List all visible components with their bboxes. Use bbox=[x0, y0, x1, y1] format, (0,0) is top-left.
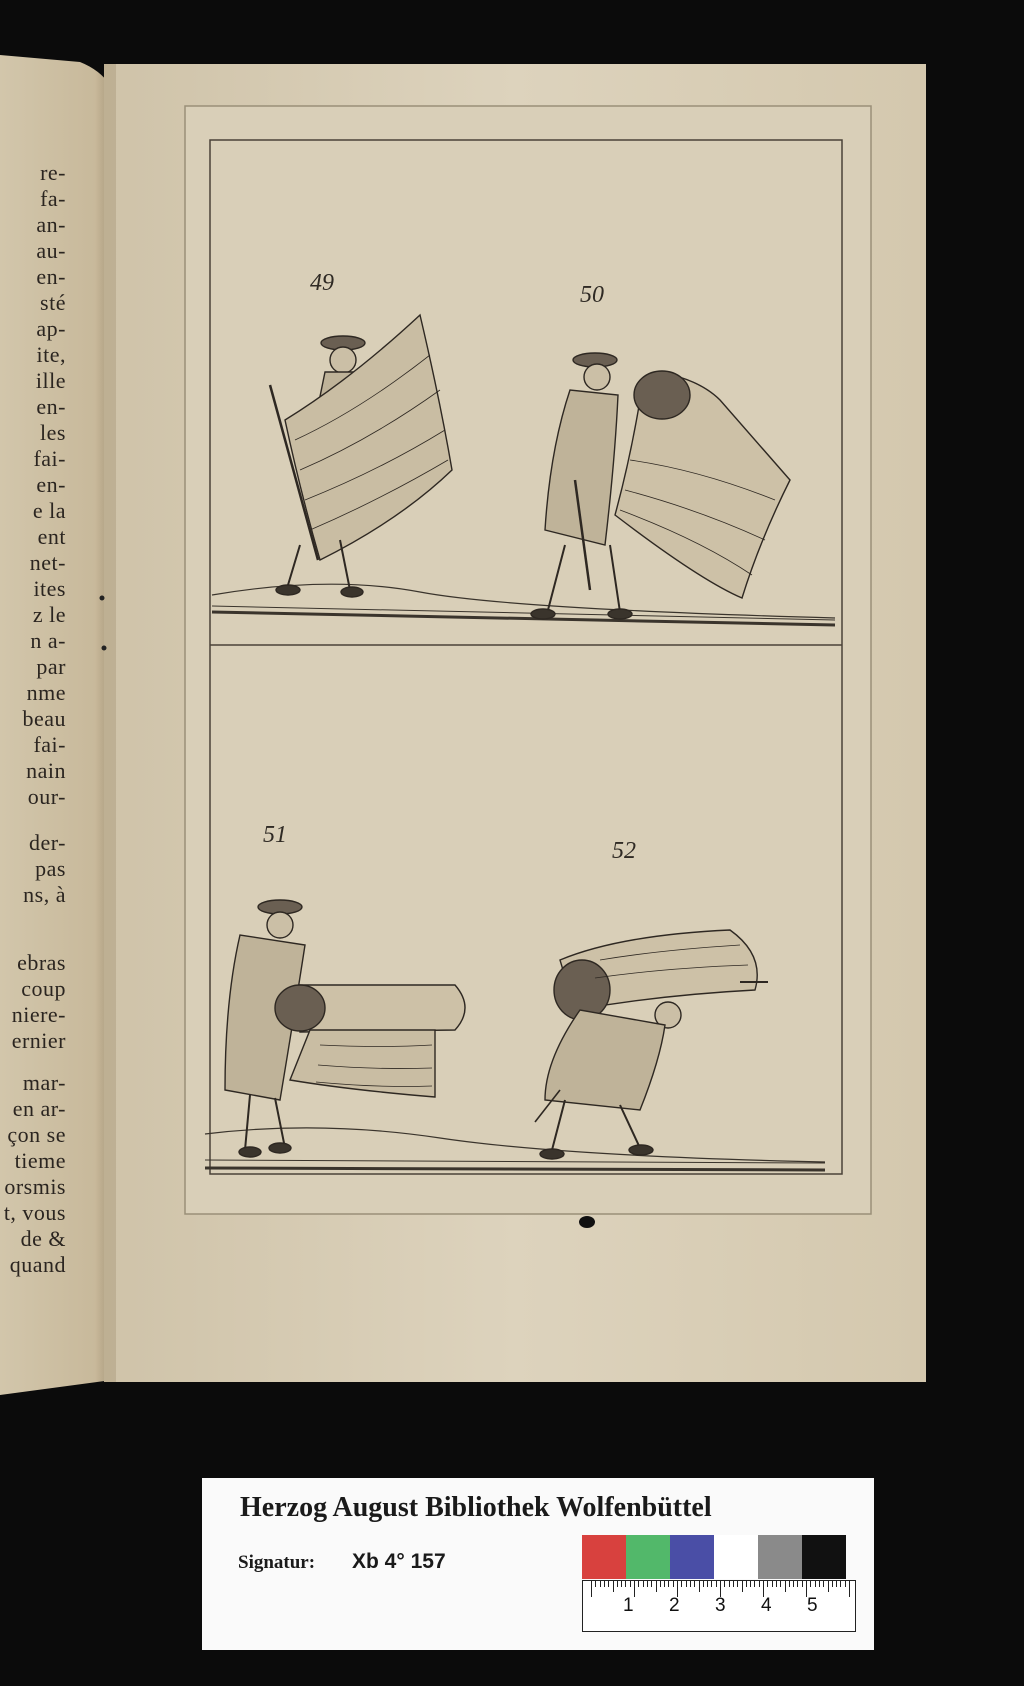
left-page-line: sté bbox=[40, 290, 66, 315]
ruler-tick bbox=[643, 1581, 644, 1587]
left-page-text bbox=[0, 160, 72, 1280]
left-page-line: ap- bbox=[36, 316, 66, 341]
left-page-line: nme bbox=[26, 680, 66, 705]
ruler-tick bbox=[707, 1581, 708, 1587]
ruler-tick bbox=[819, 1581, 820, 1587]
left-page-line: niere- bbox=[11, 1002, 66, 1027]
left-page-line: orsmis bbox=[4, 1174, 66, 1199]
ruler-tick bbox=[733, 1581, 734, 1587]
ruler-tick bbox=[780, 1581, 781, 1587]
color-calibration-strip bbox=[582, 1535, 846, 1579]
ruler-tick bbox=[828, 1581, 829, 1592]
ruler-number: 2 bbox=[669, 1595, 680, 1616]
ruler-tick bbox=[686, 1581, 687, 1587]
ruler-tick bbox=[776, 1581, 777, 1587]
ruler-tick bbox=[785, 1581, 786, 1592]
left-page-line: en- bbox=[36, 264, 66, 289]
ruler-tick bbox=[703, 1581, 704, 1587]
ruler-tick bbox=[664, 1581, 665, 1587]
left-page-line: fa- bbox=[40, 186, 66, 211]
ruler-tick bbox=[647, 1581, 648, 1587]
ruler-tick bbox=[797, 1581, 798, 1587]
ruler-tick bbox=[660, 1581, 661, 1587]
left-page-line: an- bbox=[36, 212, 66, 237]
plate-number-52: 52 bbox=[612, 838, 636, 864]
left-page-line: par bbox=[36, 654, 66, 679]
ruler-tick bbox=[815, 1581, 816, 1587]
ruler-tick bbox=[849, 1581, 850, 1597]
ruler-tick bbox=[711, 1581, 712, 1587]
ruler-tick bbox=[591, 1581, 592, 1597]
ruler-number: 4 bbox=[761, 1595, 772, 1616]
ruler-tick bbox=[608, 1581, 609, 1587]
left-page-line: en- bbox=[36, 472, 66, 497]
ruler-tick bbox=[690, 1581, 691, 1587]
left-page-line: au- bbox=[36, 238, 66, 263]
ruler-tick bbox=[600, 1581, 601, 1587]
left-page-line: fai- bbox=[33, 446, 66, 471]
ruler-tick bbox=[668, 1581, 669, 1587]
ruler-tick bbox=[651, 1581, 652, 1587]
left-page-line: re- bbox=[40, 160, 66, 185]
ruler-tick bbox=[638, 1581, 639, 1587]
ruler-tick bbox=[694, 1581, 695, 1587]
ruler-tick bbox=[789, 1581, 790, 1587]
left-page-line: coup bbox=[21, 976, 66, 1001]
left-page-line: der- bbox=[29, 830, 66, 855]
ruler-number: 5 bbox=[807, 1595, 818, 1616]
library-label bbox=[202, 1478, 874, 1650]
left-page-line: en ar- bbox=[12, 1096, 66, 1121]
left-page-line: les bbox=[40, 420, 66, 445]
ruler-tick bbox=[699, 1581, 700, 1592]
scale-ruler bbox=[582, 1580, 856, 1632]
left-page-line: en- bbox=[36, 394, 66, 419]
ruler-number: 1 bbox=[623, 1595, 634, 1616]
ruler-tick bbox=[750, 1581, 751, 1587]
left-page-line: t, vous bbox=[3, 1200, 66, 1225]
ruler-tick bbox=[772, 1581, 773, 1587]
ruler-tick bbox=[724, 1581, 725, 1587]
color-swatch bbox=[670, 1535, 714, 1579]
ruler-tick bbox=[634, 1581, 635, 1597]
plate-number-49: 49 bbox=[310, 270, 334, 296]
color-swatch bbox=[582, 1535, 626, 1579]
color-swatch bbox=[802, 1535, 846, 1579]
left-page-line: ebras bbox=[17, 950, 66, 975]
ruler-tick bbox=[595, 1581, 596, 1587]
ruler-tick bbox=[737, 1581, 738, 1587]
left-page-line: ns, à bbox=[23, 882, 66, 907]
ruler-tick bbox=[729, 1581, 730, 1587]
ruler-tick bbox=[793, 1581, 794, 1587]
ruler-tick bbox=[604, 1581, 605, 1587]
ruler-tick bbox=[617, 1581, 618, 1587]
ruler-tick bbox=[656, 1581, 657, 1592]
ruler-tick bbox=[832, 1581, 833, 1587]
left-page-line: nain bbox=[26, 758, 66, 783]
library-name: Herzog August Bibliothek Wolfenbüttel bbox=[240, 1492, 712, 1523]
left-page-line: beau bbox=[22, 706, 66, 731]
ruler-tick bbox=[681, 1581, 682, 1587]
plate-number-50: 50 bbox=[580, 282, 604, 308]
ruler-tick bbox=[840, 1581, 841, 1587]
ruler-tick bbox=[716, 1581, 717, 1587]
color-swatch bbox=[758, 1535, 802, 1579]
color-swatch bbox=[714, 1535, 758, 1579]
ruler-tick bbox=[802, 1581, 803, 1587]
left-page-line: ite, bbox=[36, 342, 66, 367]
ruler-tick bbox=[746, 1581, 747, 1587]
plate-number-51: 51 bbox=[263, 822, 287, 848]
left-page-line: pas bbox=[35, 856, 66, 881]
ruler-tick bbox=[673, 1581, 674, 1587]
left-page-line: quand bbox=[9, 1252, 66, 1277]
ruler-tick bbox=[742, 1581, 743, 1592]
ruler-tick bbox=[630, 1581, 631, 1587]
left-page-line: ernier bbox=[11, 1028, 66, 1053]
ruler-tick bbox=[836, 1581, 837, 1587]
ruler-tick bbox=[823, 1581, 824, 1587]
signatur-label: Signatur: bbox=[238, 1552, 316, 1573]
ruler-tick bbox=[845, 1581, 846, 1587]
ruler-tick bbox=[613, 1581, 614, 1592]
ruler-tick bbox=[767, 1581, 768, 1587]
ruler-tick bbox=[759, 1581, 760, 1587]
left-page-line: mar- bbox=[22, 1070, 66, 1095]
left-page-line: çon se bbox=[7, 1122, 66, 1147]
left-page-line: ent bbox=[37, 524, 66, 549]
left-page-line: ille bbox=[35, 368, 66, 393]
ruler-tick bbox=[625, 1581, 626, 1587]
left-page-line: fai- bbox=[33, 732, 66, 757]
left-page-line: z le bbox=[32, 602, 66, 627]
signatur-value: Xb 4° 157 bbox=[352, 1550, 446, 1573]
color-swatch bbox=[626, 1535, 670, 1579]
ruler-number: 3 bbox=[715, 1595, 726, 1616]
ruler-tick bbox=[754, 1581, 755, 1587]
ruler-tick bbox=[810, 1581, 811, 1587]
ruler-tick bbox=[621, 1581, 622, 1587]
left-page-line: net- bbox=[29, 550, 66, 575]
left-page-line: n a- bbox=[30, 628, 66, 653]
left-page-line: de & bbox=[20, 1226, 66, 1251]
left-page-line: our- bbox=[27, 784, 66, 809]
left-page-line: ites bbox=[33, 576, 66, 601]
left-page-line: e la bbox=[32, 498, 66, 523]
left-page-line: tieme bbox=[14, 1148, 66, 1173]
